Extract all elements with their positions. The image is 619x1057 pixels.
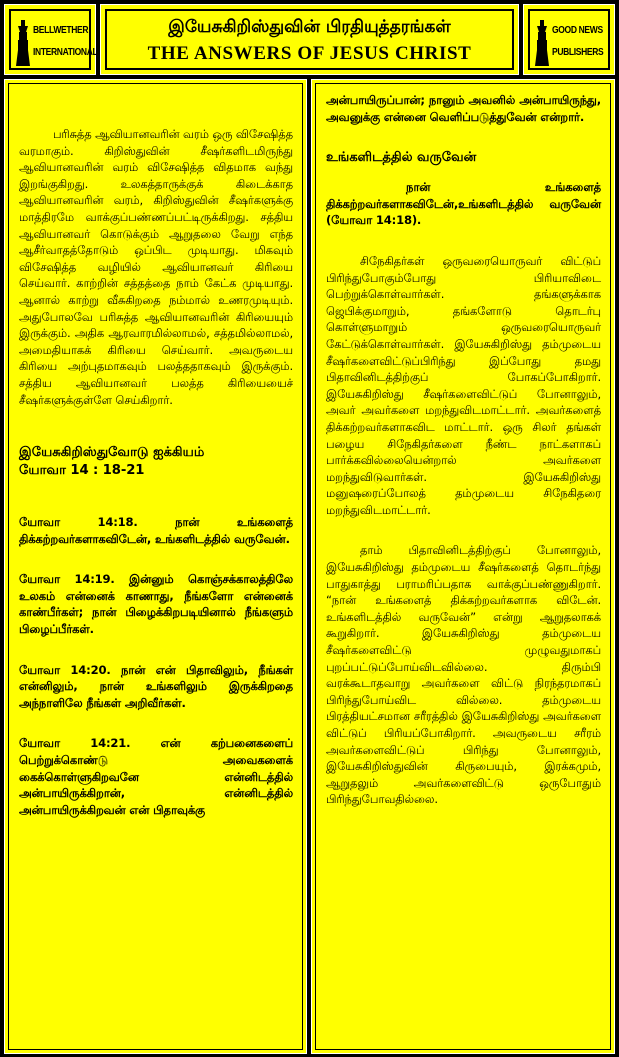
page-title-english: THE ANSWERS OF JESUS CHRIST [147, 43, 472, 64]
paragraph-2: தாம் பிதாவினிடத்திற்குப் போனாலும், இயேசுகிறிஸ்து தம்முடைய சீஷர்களைத் தொடர்ந்து பாதுகாத்து பராமரிப்பதாக வாக்குப்பண்ணுகிறார். “நான் உங்களைத் திக்கற்றவர்களாக விடேன். உங்களிடத்தில் வருவேன்” என்று ஆறுதலாகக் கூறுகிறார். இயேசுகிறிஸ்து தம்முடைய சீஷர்களைவிட்டு முழுவதுமாகப் புறப்பட்டுப்போய்விடவில்லை. திரும்பி வரக்கூடாதவாறு அவர்களை விட்டு நிரந்தரமாகப் பிரிந்துபோய்விட வில்லை. தம்முடைய பிரத்தியட்சமான சரீரத்தில் இயேசுகிறிஸ்து அவர்களை விட்டுப் பிரியப்போகிறார். அவருடைய சரீரம் அவர்களைவிட்டுப் பிரிந்து போனாலும், இயேசுகிறிஸ்துவின் கிருபையும், இரக்கமும், ஆறுதலும் அவர்களைவிட்டு ஒருபோதும் பிரிந்துபோவதில்லை. [326, 543, 601, 807]
bellwether-logo [4, 4, 96, 75]
logo-line-2: PUBLISHERS [552, 47, 604, 58]
title-frame [105, 9, 514, 70]
logo-line-1: GOOD NEWS [552, 25, 603, 36]
section-reference: யோவா 14 : 18-21 [19, 463, 145, 479]
section-heading: இயேசுகிறிஸ்துவோடு ஐக்கியம் [19, 445, 205, 461]
logo-frame [528, 9, 610, 70]
logo-line-2: INTERNATIONAL [33, 47, 98, 58]
verse-14-20: யோவா 14:20. நான் என் பிதாவிலும், நீங்கள் என்னிலும், நான் உங்களிலும் இருக்கிறதை அந்நாளிலே நீங்கள் அறிவீர்கள். [19, 662, 293, 710]
verse-14-19: யோவா 14:19. இன்னும் கொஞ்சக்காலத்திலே உலகம் என்னைக் காணாது, நீங்களோ என்னைக் காண்பீர்கள்; நான் பிழைக்கிறபடியினால் நீங்களும் பிழைப்பீர்கள். [19, 572, 293, 637]
verse-14-21: யோவா 14:21. என் கற்பனைகளைப் பெற்றுக்கொண்டு அவைகளைக் கைக்கொள்ளுகிறவனே என்னிடத்தில் அன்பாயிருக்கிறான், என்னிடத்தில் அன்பாயிருக்கிறவன் என் பிதாவுக்கு [19, 736, 293, 817]
left-column-text [19, 126, 293, 818]
right-column-text [326, 92, 601, 808]
verse-continuation: அன்பாயிருப்பான்; நானும் அவனில் அன்பாயிருந்து, அவனுக்கு என்னை வெளிப்படுத்துவேன் என்றார். [326, 93, 601, 124]
page-title-tamil: இயேசுகிறிஸ்துவின் பிரதியுத்தரங்கள் [168, 17, 451, 37]
bell-tower-icon [16, 20, 30, 66]
logo-text [552, 25, 604, 59]
verse-14-18: யோவா 14:18. நான் உங்களைத் திக்கற்றவர்களாகவிடேன், உங்களிடத்தில் வருவேன். [19, 515, 293, 546]
right-column [311, 79, 615, 1054]
right-column-frame [315, 83, 611, 1050]
logo-line-1: BELLWETHER [33, 25, 89, 36]
left-column [4, 79, 307, 1054]
bell-tower-icon [535, 20, 549, 66]
intro-paragraph: பரிசுத்த ஆவியானவரின் வரம் ஒரு விசேஷித்த வரமாகும். கிறிஸ்துவின் சீஷர்களிடமிருந்து ஆவியானவரின் வரம் விசேஷித்த விதமாக வந்து இறங்குகிறது. உலகத்தாருக்குக் கிடைக்காத ஆவியானவரின் வரம், கிறிஸ்துவின் சீஷர்களுக்கு மாத்திரமே வாக்குப்பண்ணப்பட்டிருக்கிறது. சத்திய ஆவியானவர் கொடுக்கும் ஆறுதலை வேறு எந்த ஆசீர்வாதத்தோடும் ஒப்பிட முடியாது. மிகவும் விசேஷித்த வழியில் ஆவியானவர் கிரியை செய்வார். காற்றின் சத்தத்தை நாம் கேட்க முடியாது. ஆனால் காற்று வீசுகிறதை நம்மால் உணரமுடியும். அதுபோலவே பரிசுத்த ஆவியானவரின் கிரியையும் இருக்கும். அதிக ஆரவாரமில்லாமல், சத்தமில்லாமல், அமைதியாகக் கிரியை செய்வார். அவருடைய கிரியை அற்புதமாகவும் பலத்ததாகவும் இருக்கும். சத்திய ஆவியானவர் பலத்த கிரியையைச் சீஷர்களுக்குள்ளே செய்கிறார். [19, 127, 293, 407]
logo-frame [9, 9, 98, 70]
paragraph-1: சிநேகிதர்கள் ஒருவரையொருவர் விட்டுப் பிரிந்துபோகும்போது பிரியாவிடை பெற்றுக்கொள்வார்கள். தங்களுக்காக ஜெபிக்குமாறும், தங்களோடு தொடர்பு கொள்ளுமாறும் ஒருவரையொருவர் கேட்டுக்கொள்வார்கள். இயேசுகிறிஸ்து தம்முடைய சீஷர்களைவிட்டுப்பிரிந்து இப்போது தமது பிதாவினிடத்திற்குப் போகப்போகிறார். இயேசுகிறிஸ்து சீஷர்களைவிட்டுப் போனாலும், அவர் அவர்களை மறந்துவிடமாட்டார். அவர்களைத் திக்கற்றவர்களாகவிட மாட்டார். ஒரு சிலர் தங்கள் பழைய சிநேகிதர்களை நீண்ட நாட்களாகப் பார்க்கவில்லையென்றால் அவர்களை மறந்துவிடுவார்கள். இயேசுகிறிஸ்து மனுஷரைப்போலத் தம்முடைய சிநேகிதரை மறந்துவிடமாட்டார். [326, 253, 601, 517]
good-news-publishers-logo [523, 4, 615, 75]
left-column-frame [8, 83, 303, 1050]
logo-text [33, 25, 98, 59]
page-title-panel [100, 4, 519, 75]
section-heading: உங்களிடத்தில் வருவேன் [326, 150, 477, 166]
key-verse: நான் உங்களைத் திக்கற்றவர்களாகவிடேன்,உங்களிடத்தில் வருவேன் (யோவா 14:18). [326, 180, 601, 228]
